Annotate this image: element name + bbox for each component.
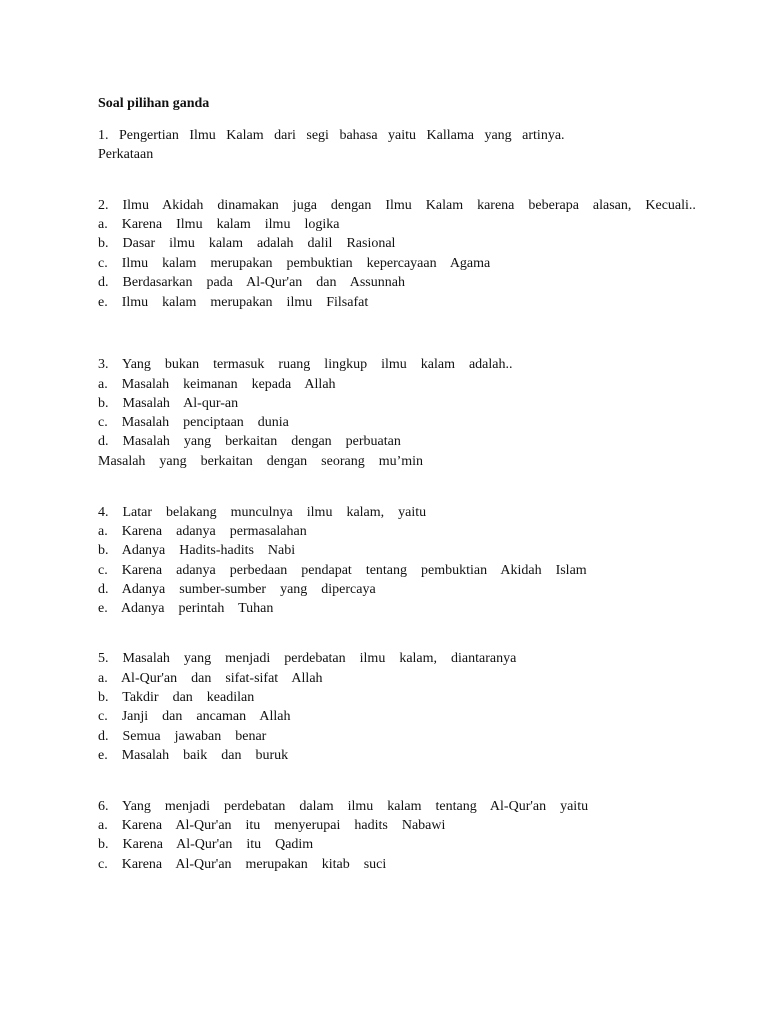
option-6c: c. Karena Al-Qur'an merupakan kitab suci bbox=[98, 857, 387, 872]
option-4e: e. Adanya perintah Tuhan bbox=[98, 601, 274, 616]
option-3c: c. Masalah penciptaan dunia bbox=[98, 415, 289, 430]
question-3: 3. Yang bukan termasuk ruang lingkup ilmu kalam adalah.. bbox=[98, 357, 513, 372]
option-3e: Masalah yang berkaitan dengan seorang mu’min bbox=[98, 454, 424, 469]
option-5b: b. Takdir dan keadilan bbox=[98, 690, 255, 705]
question-1: 1. Pengertian Ilmu Kalam dari segi bahasa yaitu Kallama yang artinya. bbox=[98, 128, 565, 143]
document-title: Soal pilihan ganda bbox=[98, 96, 210, 111]
option-2b: b. Dasar ilmu kalam adalah dalil Rasional bbox=[98, 236, 396, 251]
option-4c: c. Karena adanya perbedaan pendapat tentang pembuktian Akidah Islam bbox=[98, 563, 587, 578]
option-2e: e. Ilmu kalam merupakan ilmu Filsafat bbox=[98, 295, 369, 310]
option-3a: a. Masalah keimanan kepada Allah bbox=[98, 377, 336, 392]
option-2c: c. Ilmu kalam merupakan pembuktian kepercayaan Agama bbox=[98, 256, 491, 271]
option-6a: a. Karena Al-Qur'an itu menyerupai hadits Nabawi bbox=[98, 818, 446, 833]
option-2d: d. Berdasarkan pada Al-Qur'an dan Assunnah bbox=[98, 275, 405, 290]
option-5e: e. Masalah baik dan buruk bbox=[98, 748, 289, 763]
question-6: 6. Yang menjadi perdebatan dalam ilmu kalam tentang Al-Qur'an yaitu bbox=[98, 799, 589, 814]
option-6b: b. Karena Al-Qur'an itu Qadim bbox=[98, 837, 314, 852]
option-5c: c. Janji dan ancaman Allah bbox=[98, 709, 291, 724]
question-4: 4. Latar belakang munculnya ilmu kalam, yaitu bbox=[98, 505, 427, 520]
option-5d: d. Semua jawaban benar bbox=[98, 729, 267, 744]
option-2a: a. Karena Ilmu kalam ilmu logika bbox=[98, 217, 340, 232]
question-5: 5. Masalah yang menjadi perdebatan ilmu kalam, diantaranya bbox=[98, 651, 517, 666]
option-4a: a. Karena adanya permasalahan bbox=[98, 524, 307, 539]
option-5a: a. Al-Qur'an dan sifat-sifat Allah bbox=[98, 671, 323, 686]
answer-1: Perkataan bbox=[98, 147, 154, 162]
option-3d: d. Masalah yang berkaitan dengan perbuatan bbox=[98, 434, 401, 449]
option-3b: b. Masalah Al-qur-an bbox=[98, 396, 239, 411]
question-2: 2. Ilmu Akidah dinamakan juga dengan Ilmu Kalam karena beberapa alasan, Kecuali.. bbox=[98, 198, 696, 213]
option-4b: b. Adanya Hadits-hadits Nabi bbox=[98, 543, 296, 558]
option-4d: d. Adanya sumber-sumber yang dipercaya bbox=[98, 582, 376, 597]
